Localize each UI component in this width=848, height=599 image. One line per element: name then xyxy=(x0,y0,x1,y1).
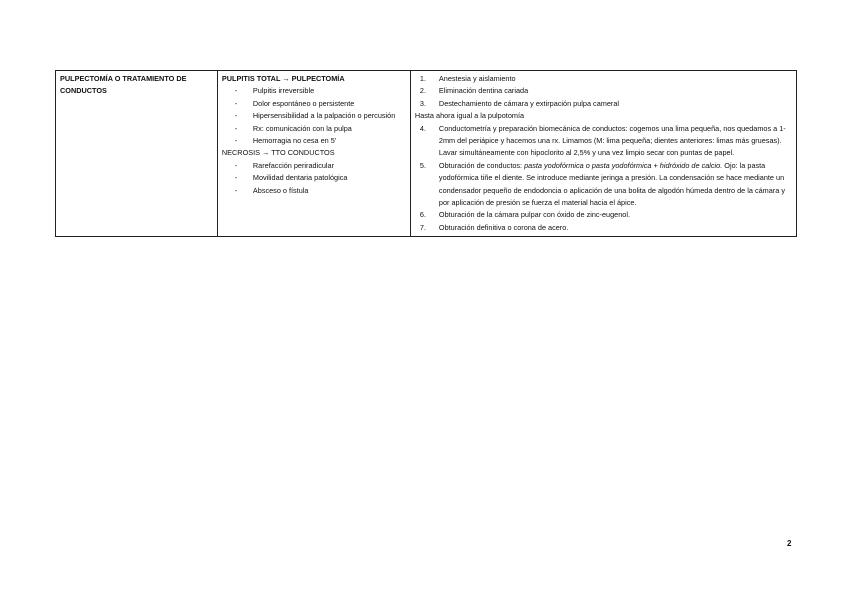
step-number: 5. xyxy=(419,160,427,170)
step-item xyxy=(415,85,793,97)
step-item xyxy=(415,123,793,160)
steps-list-a xyxy=(415,73,793,110)
step-text: Obturación de la cámara pulpar con óxido de zinc-eugenol. xyxy=(438,210,630,220)
steps-list-b xyxy=(415,123,793,235)
step-number: 4. xyxy=(419,123,427,133)
document-table xyxy=(55,70,797,237)
step-item xyxy=(415,222,793,234)
procedure-note: Hasta ahora igual a la pulpotomía xyxy=(414,111,525,121)
step-item xyxy=(415,98,793,110)
step-text: Obturación definitiva o corona de acero. xyxy=(438,222,569,232)
step-number: 3. xyxy=(419,98,427,108)
step-text: Anestesia y aislamiento xyxy=(438,74,516,83)
table-row xyxy=(56,71,797,237)
step-number: 2. xyxy=(419,86,427,96)
diagnosis-cell xyxy=(217,71,410,237)
list-item: - Movilidad dentaria patológica xyxy=(222,172,407,184)
necrosis-heading: NECROSIS → TTO CONDUCTOS xyxy=(221,148,335,158)
necrosis-list xyxy=(222,160,407,197)
procedure-cell xyxy=(410,71,796,237)
pulpitis-heading: PULPITIS TOTAL → PULPECTOMÍA xyxy=(221,74,345,83)
list-item: - Dolor espontáneo o persistente xyxy=(222,98,407,110)
step-text-b: Ojo: la pasta yodofórmica tiñe el diente. Se introduce mediante jeringa a presión. La condensación se hace mediante un condensador pequeño de endodoncia o aplicación de una bolita de algodón húmeda dentro de la cámara y por aplicación de presión se fuerza el material hacia el ápice. xyxy=(438,160,785,208)
list-item: - Rx: comunicación con la pulpa xyxy=(222,123,407,135)
step-item xyxy=(415,160,793,210)
step-text-a: Obturación de conductos: xyxy=(438,160,525,170)
page-number: 2 xyxy=(787,539,792,548)
list-item: - Hipersensibilidad a la palpación o percusión xyxy=(222,110,407,122)
step-text: Eliminación dentina cariada xyxy=(438,86,529,96)
list-item: - Hemorragia no cesa en 5' xyxy=(222,135,407,147)
step-text: Conductometría y preparación biomecánica de conductos: cogemos una lima pequeña, nos quedamos a 1-2mm del periápice y hacemos una rx. Limamos (M: lima pequeña; dientes anteriores: limas más gruesas). Lavar simultáneamente con hipoclorito al 2,5% y una vez limpio secar con puntas de papel. xyxy=(438,123,786,158)
pulpitis-list xyxy=(222,85,407,147)
step-item xyxy=(415,209,793,221)
step-item xyxy=(415,73,793,85)
step-text-italic: pasta yodofórmica o pasta yodofórmica + hidróxido de calcio. xyxy=(524,160,723,170)
list-item: - Absceso o fístula xyxy=(222,185,407,197)
list-item: - Pulpitis irreversible xyxy=(222,85,407,97)
step-text: Destechamiento de cámara y extirpación pulpa cameral xyxy=(438,98,620,108)
step-number: 6. xyxy=(419,210,427,220)
list-item: - Rarefacción periradicular xyxy=(222,160,407,172)
step-number: 1. xyxy=(419,74,427,83)
topic-cell xyxy=(56,71,218,237)
step-number: 7. xyxy=(419,222,427,232)
topic-title: PULPECTOMÍA O TRATAMIENTO DE CONDUCTOS xyxy=(60,74,187,96)
